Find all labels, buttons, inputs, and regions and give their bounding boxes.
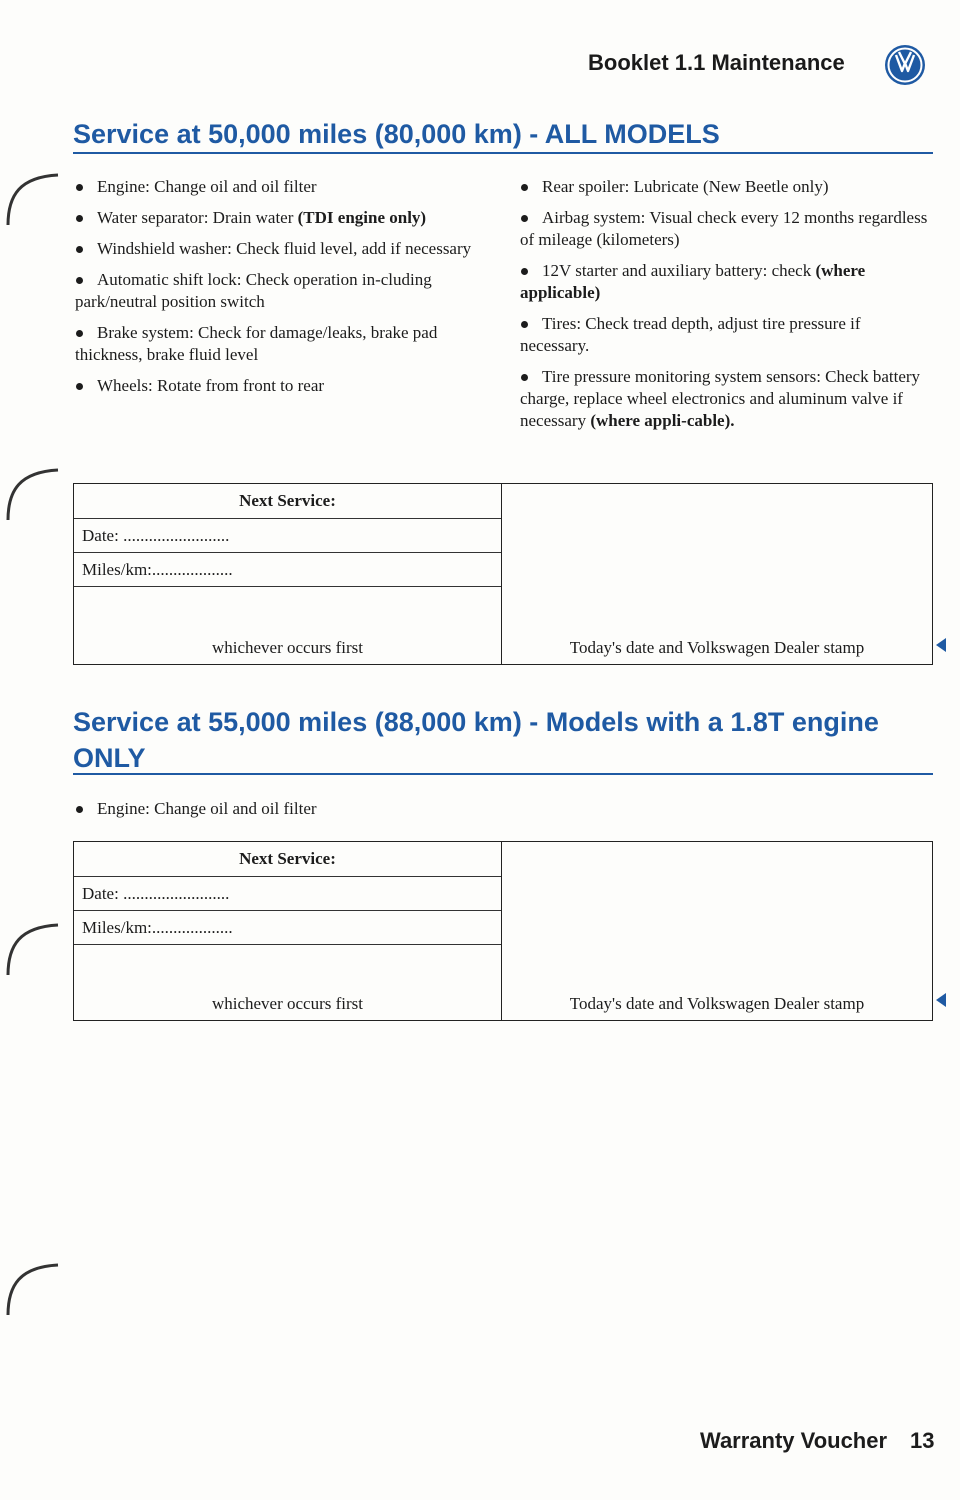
bullet-icon [521, 374, 528, 381]
vw-logo-icon [884, 44, 926, 86]
bullet-icon [521, 215, 528, 222]
binder-tab-icon [0, 165, 60, 225]
service-voucher-table [73, 841, 933, 1021]
bullet-icon [76, 383, 83, 390]
list-item [75, 798, 475, 820]
dealer-stamp-label: Today's date and Volkswagen Dealer stamp [569, 638, 865, 657]
bullet-icon [76, 277, 83, 284]
dealer-stamp-area [502, 484, 932, 664]
list-item-text: Rear spoiler: Lubricate (New Beetle only) [542, 177, 829, 196]
list-item-emphasis: (where appli-cable). [590, 411, 735, 430]
miles-km-field[interactable]: Miles/km:................... [74, 553, 501, 587]
list-item-text: Windshield washer: Check fluid level, add if necessary [97, 239, 472, 258]
next-service-label: Next Service: [74, 484, 501, 519]
bullet-icon [521, 268, 528, 275]
section-end-arrow-icon [936, 993, 946, 1007]
list-item [520, 313, 930, 357]
list-item [75, 375, 475, 397]
list-item [520, 260, 930, 304]
list-item-text: Engine: Change oil and oil filter [97, 177, 317, 196]
section-title-55000 [73, 704, 933, 776]
list-item [75, 269, 475, 313]
list-item-text: Wheels: Rotate from front to rear [97, 376, 325, 395]
list-item-text: Engine: Change oil and oil filter [97, 799, 317, 818]
list-item-text: Water separator: Drain water [97, 208, 298, 227]
bullet-icon [76, 806, 83, 813]
bullet-icon [76, 246, 83, 253]
list-item-text: Tires: Check tread depth, adjust tire pressure if necessary. [520, 314, 861, 355]
section-rule [73, 152, 933, 154]
list-item [75, 238, 475, 260]
service-voucher-table [73, 483, 933, 665]
section-rule [73, 773, 933, 775]
section1-right-list [520, 176, 930, 441]
list-item [75, 322, 475, 366]
dealer-stamp-area [502, 842, 932, 1020]
list-item-emphasis: (TDI engine only) [297, 208, 427, 227]
date-field[interactable]: Date: ......................... [74, 519, 501, 553]
bullet-icon [76, 215, 83, 222]
miles-km-field[interactable]: Miles/km:................... [74, 911, 501, 945]
section1-left-list [75, 176, 475, 406]
page-number: 13 [910, 1428, 935, 1453]
section-end-arrow-icon [936, 638, 946, 652]
section2-list [75, 798, 475, 829]
section-title-50000: Service at 50,000 miles (80,000 km) - ALL MODELS [73, 119, 720, 149]
whichever-label: whichever occurs first [211, 994, 364, 1013]
binder-tab-icon [0, 915, 60, 975]
list-item [520, 366, 930, 432]
date-field[interactable]: Date: ......................... [74, 877, 501, 911]
bullet-icon [76, 330, 83, 337]
dealer-stamp-label: Today's date and Volkswagen Dealer stamp [569, 994, 865, 1013]
list-item [520, 207, 930, 251]
bullet-icon [521, 184, 528, 191]
bullet-icon [76, 184, 83, 191]
section-title-line1: Service at 55,000 miles (88,000 km) - Models with a 1.8T engine [73, 707, 879, 737]
list-item [75, 207, 475, 229]
list-item-text: 12V starter and auxiliary battery: check [542, 261, 816, 280]
list-item-emphasis: (where applicable) [520, 261, 866, 302]
header-title: Booklet 1.1 Maintenance [588, 50, 845, 75]
list-item-text: Brake system: Check for damage/leaks, brake pad thickness, brake fluid level [75, 323, 438, 364]
next-service-label: Next Service: [74, 842, 501, 877]
binder-tab-icon [0, 460, 60, 520]
list-item [75, 176, 475, 198]
list-item-text: Airbag system: Visual check every 12 months regardless of mileage (kilometers) [520, 208, 928, 249]
list-item-text: Tire pressure monitoring system sensors: Check battery charge, replace wheel electronics and aluminum valve if necessary [520, 367, 921, 430]
whichever-label: whichever occurs first [211, 638, 364, 657]
section-title-line2: ONLY [73, 743, 146, 773]
binder-tab-icon [0, 1255, 60, 1315]
bullet-icon [521, 321, 528, 328]
footer-label: Warranty Voucher [700, 1428, 888, 1453]
list-item-text: Automatic shift lock: Check operation in-cluding park/neutral position switch [75, 270, 432, 311]
list-item [520, 176, 930, 198]
